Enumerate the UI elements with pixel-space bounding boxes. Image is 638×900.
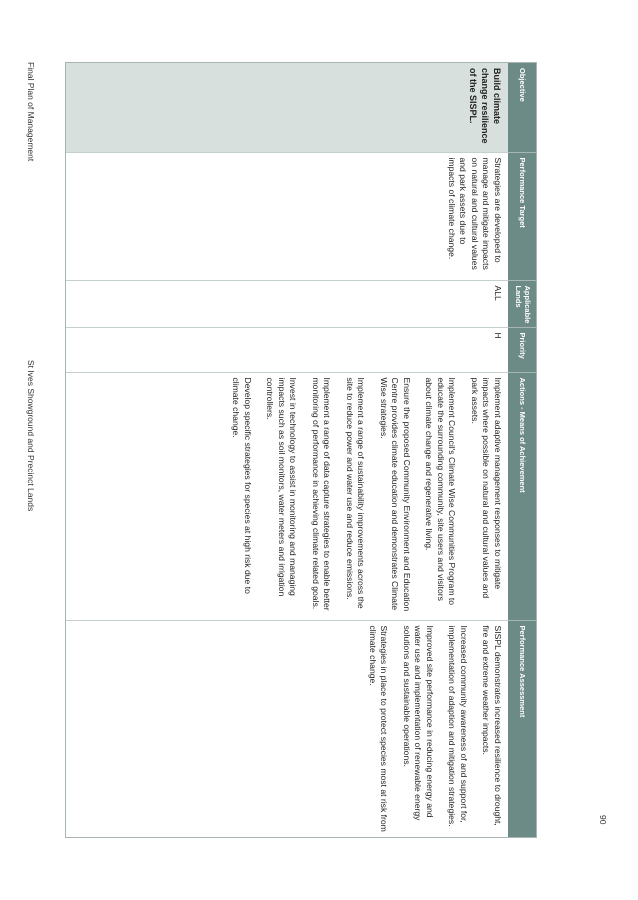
objective-cell: Build climate change resilience of the SISPL. bbox=[66, 63, 508, 152]
page-number: 90 bbox=[598, 815, 608, 825]
action-item: Develop specific strategies for species at high risk due to climate change. bbox=[231, 377, 253, 594]
footer-site-name: St Ives Showground and Precinct Lands bbox=[26, 360, 36, 512]
action-item: Implement Council's Climate Wise Communities Program to educate the surrounding community, site users and visitors about climate change and regenerative living. bbox=[424, 377, 458, 606]
action-item: Implement adaptive management responses to mitigate impacts where possible on natural and cultural values and park assets. bbox=[469, 377, 503, 599]
performance-table bbox=[66, 63, 536, 837]
action-item: Implement a range of data capture strategies to enable better monitoring of performance in achieving climate related goals. bbox=[310, 377, 333, 611]
assessment-item: Increased community awareness of and support for, implementation of adaption and mitigation strategies. bbox=[447, 625, 469, 827]
performance-assessment-cell bbox=[66, 620, 508, 837]
action-item: Implement a range of sustainability improvements across the site to reduce power and water use and reduce emissions. bbox=[344, 377, 367, 609]
footer-document-title: Final Plan of Management bbox=[26, 62, 36, 162]
header-applicable-lands: Applicable Lands bbox=[508, 280, 536, 327]
header-priority: Priority bbox=[508, 327, 536, 372]
assessment-item: SISPL demonstrates increased resilience to drought, fire and extreme weather impacts. bbox=[481, 625, 503, 826]
performance-target-cell: Strategies are developed to manage and mitigate impacts on natural and cultural values and park assets due to impacts of climate change. bbox=[66, 152, 508, 280]
plan-table-container bbox=[65, 62, 537, 838]
applicable-lands-cell: ALL bbox=[66, 280, 508, 327]
action-item: Invest in technology to assist in monitoring and managing impacts such as soil monitors, water meters and irrigation controllers. bbox=[265, 377, 299, 597]
assessment-item: Strategies in place to protect species most at risk from climate change. bbox=[367, 625, 390, 832]
header-actions: Actions - Means of Achievement bbox=[508, 372, 536, 620]
header-performance-target: Performance Target bbox=[508, 152, 536, 280]
header-performance-assessment: Performance Assessment bbox=[508, 620, 536, 837]
actions-cell bbox=[66, 372, 508, 620]
action-item: Ensure the proposed Community Environment and Education Centre provides climate education and demonstrates Climate Wise strategies. bbox=[378, 377, 412, 612]
priority-cell: H bbox=[66, 327, 508, 372]
header-objective: Objective bbox=[508, 63, 536, 152]
assessment-item: Improved site performance in reducing energy and water use and implementation of renewable energy solutions and sustainable operations. bbox=[401, 625, 435, 821]
table-row bbox=[66, 63, 508, 837]
table-header-row bbox=[508, 63, 536, 837]
